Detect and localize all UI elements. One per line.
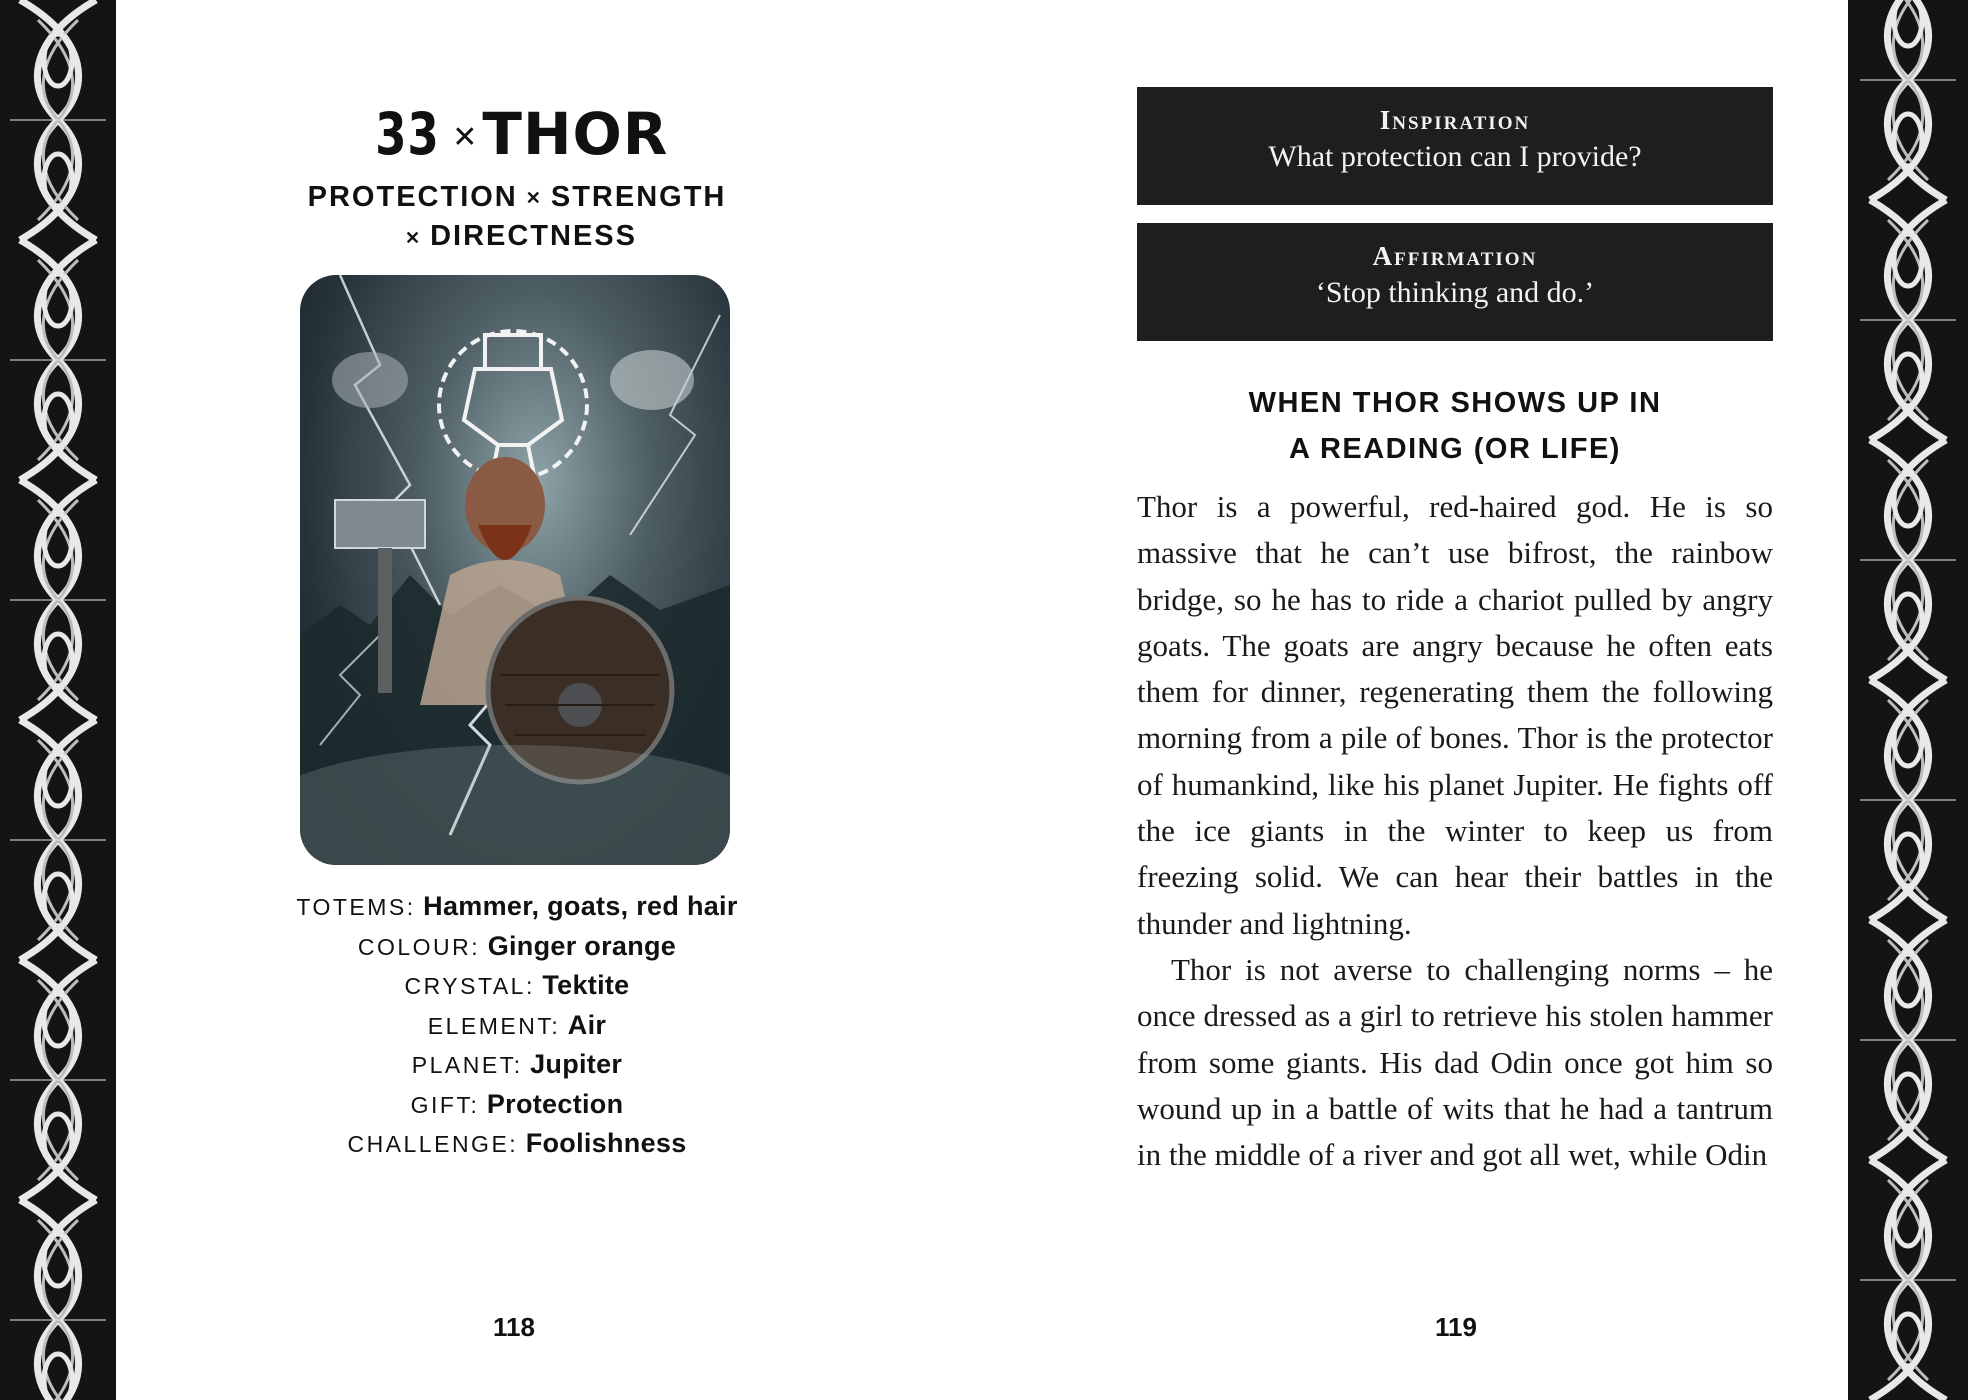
right-page — [918, 0, 1848, 1400]
attribute-planet: PLANET: Jupiter — [411, 1049, 623, 1079]
card-title — [116, 100, 918, 168]
keyword: STRENGTH — [550, 181, 727, 213]
body-text — [1137, 484, 1773, 1178]
inspiration-text: What protection can I provide? — [1268, 140, 1642, 173]
affirmation-heading: Affirmation — [1372, 241, 1538, 271]
section-heading-line: A READING (OR LIFE) — [1289, 433, 1621, 465]
title-separator: ✕ — [452, 120, 479, 156]
thor-card-illustration — [300, 275, 730, 865]
paragraph: Thor is a powerful, red-haired god. He is so massive that he can’t use bifrost, the rainbow bridge, so he has to ride a chariot pulled by angry goats. The goats are angry because he often eats them for dinner, regenerating them the following morning from a pile of bones. Thor is the protector of humankind, like his planet Jupiter. He fights off the ice giants in the winter to keep us from freezing solid. We can hear their battles in the thunder and lightning. — [1137, 489, 1773, 941]
paragraph: Thor is not averse to challenging norms – he once dressed as a girl to retrieve his stolen hammer from some giants. His dad Odin once got him so wound up in a battle of wits that he had a tantrum in the middle of a river and got all wet, while Odin — [1137, 951, 1773, 1173]
card-number: 33 — [374, 100, 440, 168]
card-keywords — [116, 178, 918, 257]
attribute-gift: GIFT: Protection — [410, 1088, 624, 1119]
page-number-right: 119 — [1435, 1312, 1477, 1342]
oracle-card-image — [300, 275, 730, 865]
inspiration-box — [1137, 87, 1773, 205]
keyword-separator: ✕ — [525, 188, 543, 209]
keyword: PROTECTION — [307, 181, 518, 213]
attribute-crystal: CRYSTAL: Tektite — [404, 970, 630, 1000]
attribute-totems: TOTEMS: Hammer, goats, red hair — [296, 891, 738, 921]
keyword: DIRECTNESS — [430, 220, 637, 253]
celtic-border-right — [1848, 0, 1968, 1400]
section-heading — [1137, 380, 1773, 472]
attribute-colour: COLOUR: Ginger orange — [357, 930, 677, 961]
page-number-left: 118 — [493, 1312, 535, 1342]
left-page — [116, 0, 918, 1400]
keyword-separator: ✕ — [404, 227, 423, 248]
section-heading-line: WHEN THOR SHOWS UP IN — [1248, 387, 1662, 419]
attribute-element: ELEMENT: Air — [427, 1009, 607, 1040]
attribute-challenge: CHALLENGE: Foolishness — [347, 1128, 687, 1158]
card-name: THOR — [482, 100, 669, 168]
affirmation-text: ‘Stop thinking and do.’ — [1315, 276, 1595, 309]
celtic-knot-pattern-left — [0, 0, 116, 1400]
celtic-knot-pattern-right — [1848, 0, 1968, 1400]
affirmation-box — [1137, 223, 1773, 341]
inspiration-heading: Inspiration — [1379, 105, 1531, 135]
card-attributes — [116, 887, 918, 1164]
celtic-border-left — [0, 0, 116, 1400]
